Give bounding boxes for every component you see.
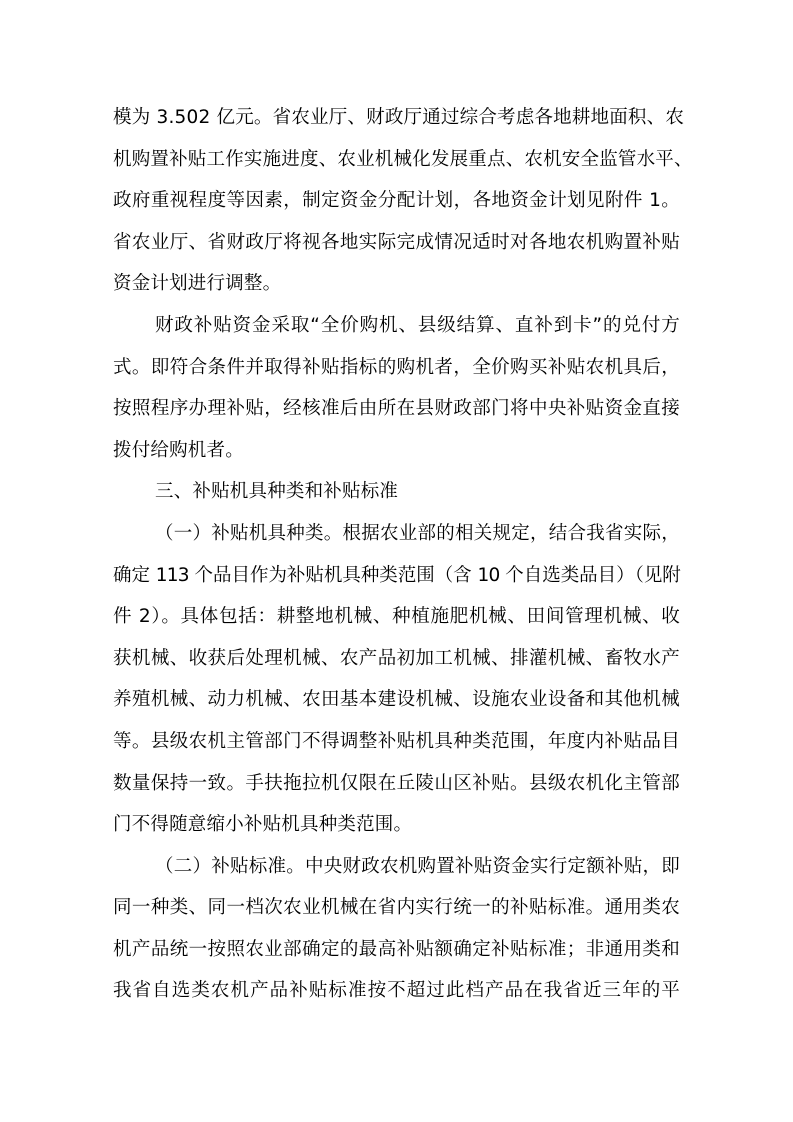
text-line: 资金计划进行调整。: [113, 273, 282, 295]
text-line: 按照程序办理补贴，经核准后由所在县财政部门将中央补贴资金直接: [113, 398, 680, 420]
text-line: （一）补贴机具种类。根据农业部的相关规定，结合我省实际，: [155, 522, 680, 544]
text-line: （二）补贴标准。中央财政农机购置补贴资金实行定额补贴，即: [155, 855, 680, 877]
text-line: 件 2）。具体包括：耕整地机械、种植施肥机械、田间管理机械、收: [113, 606, 680, 628]
paragraph-section-heading: [113, 471, 680, 513]
text-line: 门不得随意缩小补贴机具种类范围。: [113, 814, 413, 836]
text-line: 模为 3.502 亿元。省农业厅、财政厅通过综合考虑各地耕地面积、农: [113, 107, 685, 128]
document-text-block: [113, 97, 693, 1012]
text-line: 式。即符合条件并取得补贴指标的购机者，全价购买补贴农机具后，: [113, 356, 680, 378]
text-line: 机产品统一按照农业部确定的最高补贴额确定补贴标准；非通用类和: [113, 938, 680, 960]
text-line: 同一种类、同一档次农业机械在省内实行统一的补贴标准。通用类农: [113, 897, 680, 919]
text-line: 养殖机械、动力机械、农田基本建设机械、设施农业设备和其他机械: [113, 689, 680, 711]
paragraph-subsidy-standards: [113, 846, 680, 1012]
text-line: 政府重视程度等因素，制定资金分配计划，各地资金计划见附件 1。: [113, 190, 680, 212]
section-heading-text: 三、补贴机具种类和补贴标准: [155, 481, 399, 503]
text-line: 获机械、收获后处理机械、农产品初加工机械、排灌机械、畜牧水产: [113, 647, 680, 669]
paragraph-subsidy-machine-categories: [113, 513, 680, 846]
text-line: 数量保持一致。手扶拖拉机仅限在丘陵山区补贴。县级农机化主管部: [113, 772, 680, 794]
text-line: 省农业厅、省财政厅将视各地实际完成情况适时对各地农机购置补贴: [113, 231, 680, 253]
paragraph-subsidy-payment-method: [113, 305, 680, 471]
text-line: 我省自选类农机产品补贴标准按不超过此档产品在我省近三年的平: [113, 980, 680, 1002]
text-line: 财政补贴资金采取“全价购机、县级结算、直补到卡”的兑付方: [155, 314, 680, 336]
text-line: 确定 113 个品目作为补贴机具种类范围（含 10 个自选类品目）（见附: [113, 564, 680, 586]
text-line: 机购置补贴工作实施进度、农业机械化发展重点、农机安全监管水平、: [113, 148, 693, 170]
text-line: 等。县级农机主管部门不得调整补贴机具种类范围，年度内补贴品目: [113, 730, 680, 752]
text-line: 拨付给购机者。: [113, 439, 244, 461]
paragraph-funding-allocation-plan: [113, 97, 693, 305]
